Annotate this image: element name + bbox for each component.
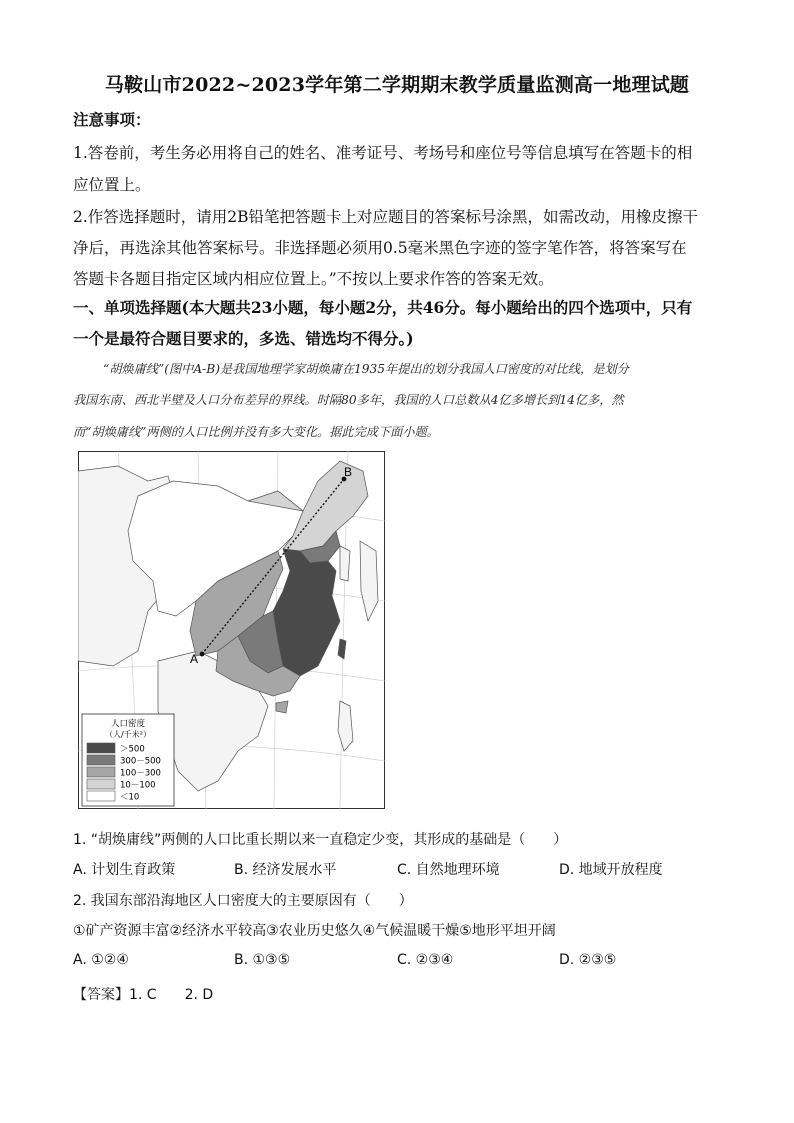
legend-swatch-4 <box>87 791 115 801</box>
intro-line-2: 我国东南、西北半壁及人口分布差异的界线。时隔80多年，我国的人口总数从4亿多增长到14亿多，然 <box>73 393 624 407</box>
legend-title: 人口密度 <box>110 719 146 729</box>
map-legend <box>82 714 174 806</box>
answer-tag: 【答案】 <box>73 987 129 1003</box>
legend-label-0: ＞500 <box>120 744 145 755</box>
page-title: 马鞍山市2022~2023学年第二学期期末教学质量监测高一地理试题 <box>104 74 690 96</box>
population-density-map <box>78 451 385 809</box>
question-1-option-d[interactable]: D. 地域开放程度 <box>559 862 663 878</box>
question-1-option-b[interactable]: B. 经济发展水平 <box>234 862 337 878</box>
legend-swatch-1 <box>87 755 115 765</box>
question-2-option-b[interactable]: B. ①③⑤ <box>234 952 291 968</box>
legend-swatch-0 <box>87 743 115 753</box>
question-1-option-c[interactable]: C. 自然地理环境 <box>397 862 500 878</box>
notice-item-2-line-3: 答题卡各题目指定区域内相应位置上。”不按以上要求作答的答案无效。 <box>73 270 554 288</box>
intro-line-3: 而“胡焕庸线”两侧的人口比例并没有多大变化。据此完成下面小题。 <box>73 425 439 439</box>
legend-label-1: 300－500 <box>120 756 161 767</box>
hainan-island <box>276 701 288 713</box>
notice-item-2-line-1: 2.作答选择题时，请用2B铅笔把答题卡上对应题目的答案标号涂黑，如需改动，用橡皮擦干 <box>73 208 699 226</box>
question-2-stem: 2. 我国东部沿海地区人口密度大的主要原因有（ ） <box>73 893 413 909</box>
legend-label-4: ＜10 <box>120 792 140 803</box>
question-2-option-c[interactable]: C. ②③④ <box>397 952 454 968</box>
point-b-label: B <box>344 465 353 479</box>
answer-line <box>73 984 213 1004</box>
notice-item-1-line-2: 应位置上。 <box>73 176 151 194</box>
question-2-option-a[interactable]: A. ①②④ <box>73 952 129 968</box>
notice-heading: 注意事项： <box>73 110 151 129</box>
section-heading-line-1: 一、单项选择题(本大题共23小题，每小题2分，共46分。每小题给出的四个选项中，只有 <box>73 298 693 317</box>
section-heading-line-2: 一个是最符合题目要求的，多选、错选均不得分。) <box>73 329 414 348</box>
answer-text: 1. C 2. D <box>129 987 214 1003</box>
point-a-label: A <box>190 652 199 666</box>
question-1-option-a[interactable]: A. 计划生育政策 <box>73 862 176 878</box>
legend-label-2: 100－300 <box>120 768 161 779</box>
question-1-stem: 1. “胡焕庸线”两侧的人口比重长期以来一直稳定少变，其形成的基础是（ ） <box>73 832 568 848</box>
question-2-option-d[interactable]: D. ②③⑤ <box>559 952 617 968</box>
question-2-statements: ①矿产资源丰富②经济水平较高③农业历史悠久④气候温暖干燥⑤地形平坦开阔 <box>73 923 556 939</box>
notice-item-2-line-2: 净后，再选涂其他答案标号。非选择题必须用0.5毫米黑色字迹的签字笔作答，将答案写在 <box>73 239 687 257</box>
notice-item-1-line-1: 1.答卷前，考生务必用将自己的姓名、准考证号、考场号和座位号等信息填写在答题卡的相 <box>73 144 693 162</box>
legend-label-3: 10－100 <box>120 780 156 791</box>
point-a-marker <box>200 652 205 657</box>
legend-swatch-2 <box>87 767 115 777</box>
legend-swatch-3 <box>87 779 115 789</box>
intro-line-1: “胡焕庸线”(图中A-B)是我国地理学家胡焕庸在1935年提出的划分我国人口密度的对比线，是划分 <box>103 362 629 376</box>
legend-unit: （人/千米²） <box>105 730 151 739</box>
